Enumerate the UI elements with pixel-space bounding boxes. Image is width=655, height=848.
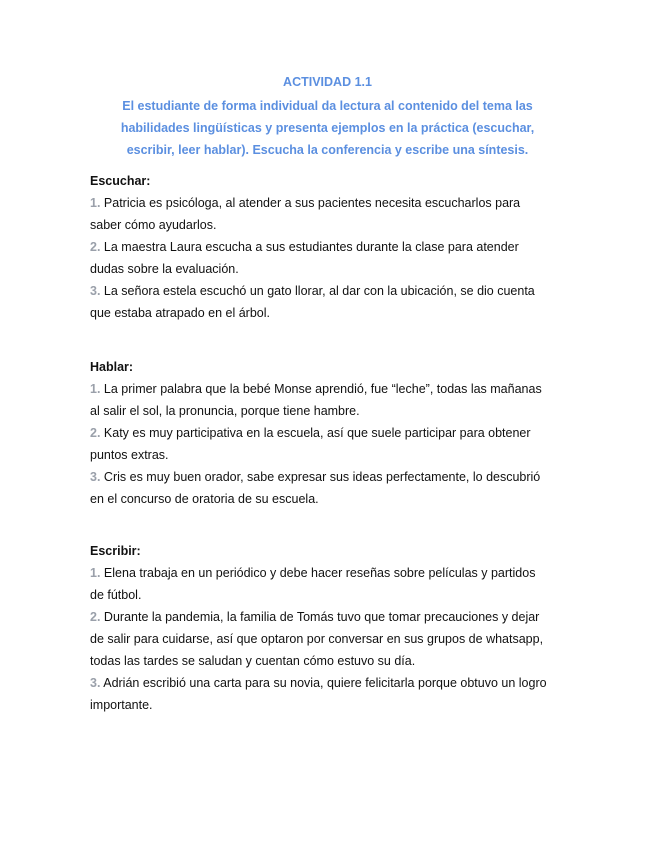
item-text: saber cómo ayudarlos. [90,218,217,232]
instructions-line: habilidades lingüísticas y presenta ejemplos en la práctica (escuchar, [120,121,535,135]
activity-title: ACTIVIDAD 1.1 [283,75,372,89]
item-text: La primer palabra que la bebé Monse aprendió, fue “leche”, todas las mañanas [103,382,542,396]
section-heading: Escribir: [90,544,141,558]
list-item [90,192,570,236]
item-number: 2. [90,426,101,440]
section-hablar [90,356,570,510]
list-item [90,236,570,280]
item-number: 3. [90,676,101,690]
section-heading: Hablar: [90,360,134,374]
list-item [90,378,570,422]
item-text: de salir para cuidarse, así que optaron por conversar en sus grupos de whatsapp, [90,632,544,646]
item-number: 2. [90,610,101,624]
item-text: Durante la pandemia, la familia de Tomás tuvo que tomar precauciones y dejar [103,610,540,624]
item-number: 3. [90,470,101,484]
item-text: que estaba atrapado en el árbol. [90,306,270,320]
item-text: en el concurso de oratoria de su escuela. [90,492,319,506]
item-text: puntos extras. [90,448,169,462]
item-number: 1. [90,566,101,580]
item-text: importante. [90,698,153,712]
list-item [90,466,570,510]
item-text: Cris es muy buen orador, sabe expresar sus ideas perfectamente, lo descubrió [103,470,541,484]
section-escribir [90,540,570,716]
list-item [90,562,570,606]
instructions-line: escribir, leer hablar). Escucha la conferencia y escribe una síntesis. [126,143,529,157]
activity-instructions [95,95,560,161]
item-text: dudas sobre la evaluación. [90,262,239,276]
item-number: 3. [90,284,101,298]
item-text: Katy es muy participativa en la escuela, así que suele participar para obtener [103,426,531,440]
item-text: Patricia es psicóloga, al atender a sus pacientes necesita escucharlos para [103,196,521,210]
section-heading: Escuchar: [90,174,151,188]
item-text: al salir el sol, la pronuncia, porque tiene hambre. [90,404,360,418]
list-item [90,672,570,716]
item-text: de fútbol. [90,588,142,602]
item-text: todas las tardes se saludan y cuentan cómo estuvo su día. [90,654,416,668]
list-item [90,280,570,324]
item-number: 2. [90,240,101,254]
item-text: Adrián escribió una carta para su novia, quiere felicitarla porque obtuvo un logro [103,676,547,690]
item-text: La señora estela escuchó un gato llorar, al dar con la ubicación, se dio cuenta [103,284,535,298]
item-number: 1. [90,196,101,210]
item-text: Elena trabaja en un periódico y debe hacer reseñas sobre películas y partidos [103,566,536,580]
list-item [90,422,570,466]
instructions-line: El estudiante de forma individual da lectura al contenido del tema las [122,99,533,113]
section-escuchar [90,170,570,324]
item-text: La maestra Laura escucha a sus estudiantes durante la clase para atender [103,240,519,254]
list-item [90,606,570,672]
item-number: 1. [90,382,101,396]
